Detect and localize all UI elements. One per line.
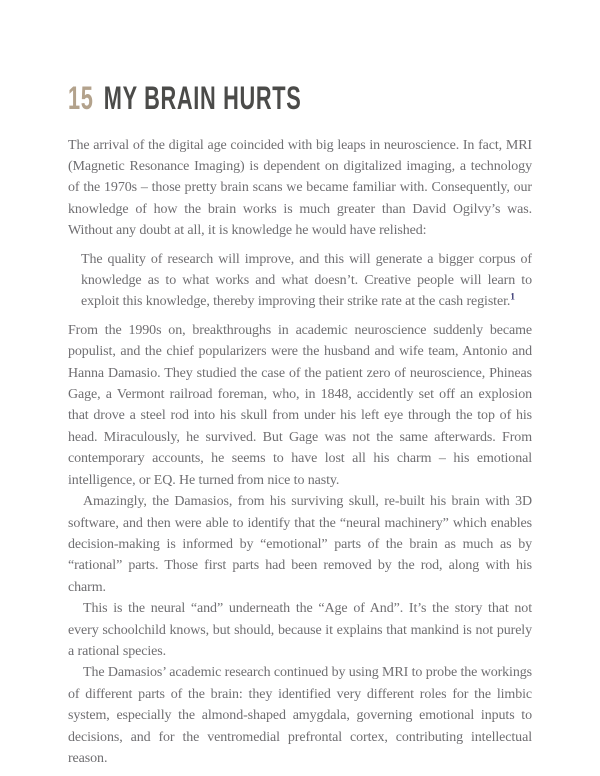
chapter-body (68, 135, 532, 770)
footnote-marker: 1 (510, 292, 515, 303)
paragraph: Amazingly, the Damasios, from his surviving skull, re-built his brain with 3D software, and then were able to identify that the “neural machinery” which enables decision-making is informed by “emotional” parts of the brain as much as by “rational” parts. Those first parts had been removed by the rod, along with his charm. (68, 494, 532, 595)
chapter-heading (68, 82, 384, 116)
paragraph: This is the neural “and” underneath the “Age of And”. It’s the story that not every schoolchild knows, but should, because it explains that mankind is not purely a rational species. (68, 601, 532, 659)
chapter-title: MY BRAIN HURTS (103, 80, 302, 116)
chapter-number: 15 (68, 80, 94, 116)
paragraph: From the 1990s on, breakthroughs in academic neuroscience suddenly became populist, and the chief popularizers were the husband and wife team, Antonio and Hanna Damasio. They studied the case of the patient zero of neuroscience, Phineas Gage, a Vermont railroad foreman, who, in 1848, accidently set off an explosion that drove a steel rod into his skull from under his left eye through the top of his head. Miraculously, he survived. But Gage was not the same afterwards. From contemporary accounts, he seems to have lost all his charm – his emotional intelligence, or EQ. He turned from nice to nasty. (68, 322, 532, 488)
blockquote-paragraph (81, 249, 532, 313)
paragraph: The Damasios’ academic research continued by using MRI to probe the workings of different parts of the brain: they identified very different roles for the limbic system, especially the almond-shaped amygdala, governing emotional inputs to decisions, and for the ventromedial prefrontal cortex, contributing intellectual reason. (68, 665, 532, 766)
paragraph: The arrival of the digital age coincided with big leaps in neuroscience. In fact, MRI (Magnetic Resonance Imaging) is dependent on digitalized imaging, a technology of the 1970s – those pretty brain scans we became familiar with. Consequently, our knowledge of how the brain works is much greater than David Ogilvy’s was. Without any doubt at all, it is knowledge he would have relished: (68, 137, 532, 239)
blockquote-text: The quality of research will improve, and this will generate a bigger corpus of knowledge as to what works and what doesn’t. Creative people will learn to exploit this knowledge, thereby improving their strike rate at the cash register. (81, 251, 532, 310)
blockquote (81, 249, 532, 313)
